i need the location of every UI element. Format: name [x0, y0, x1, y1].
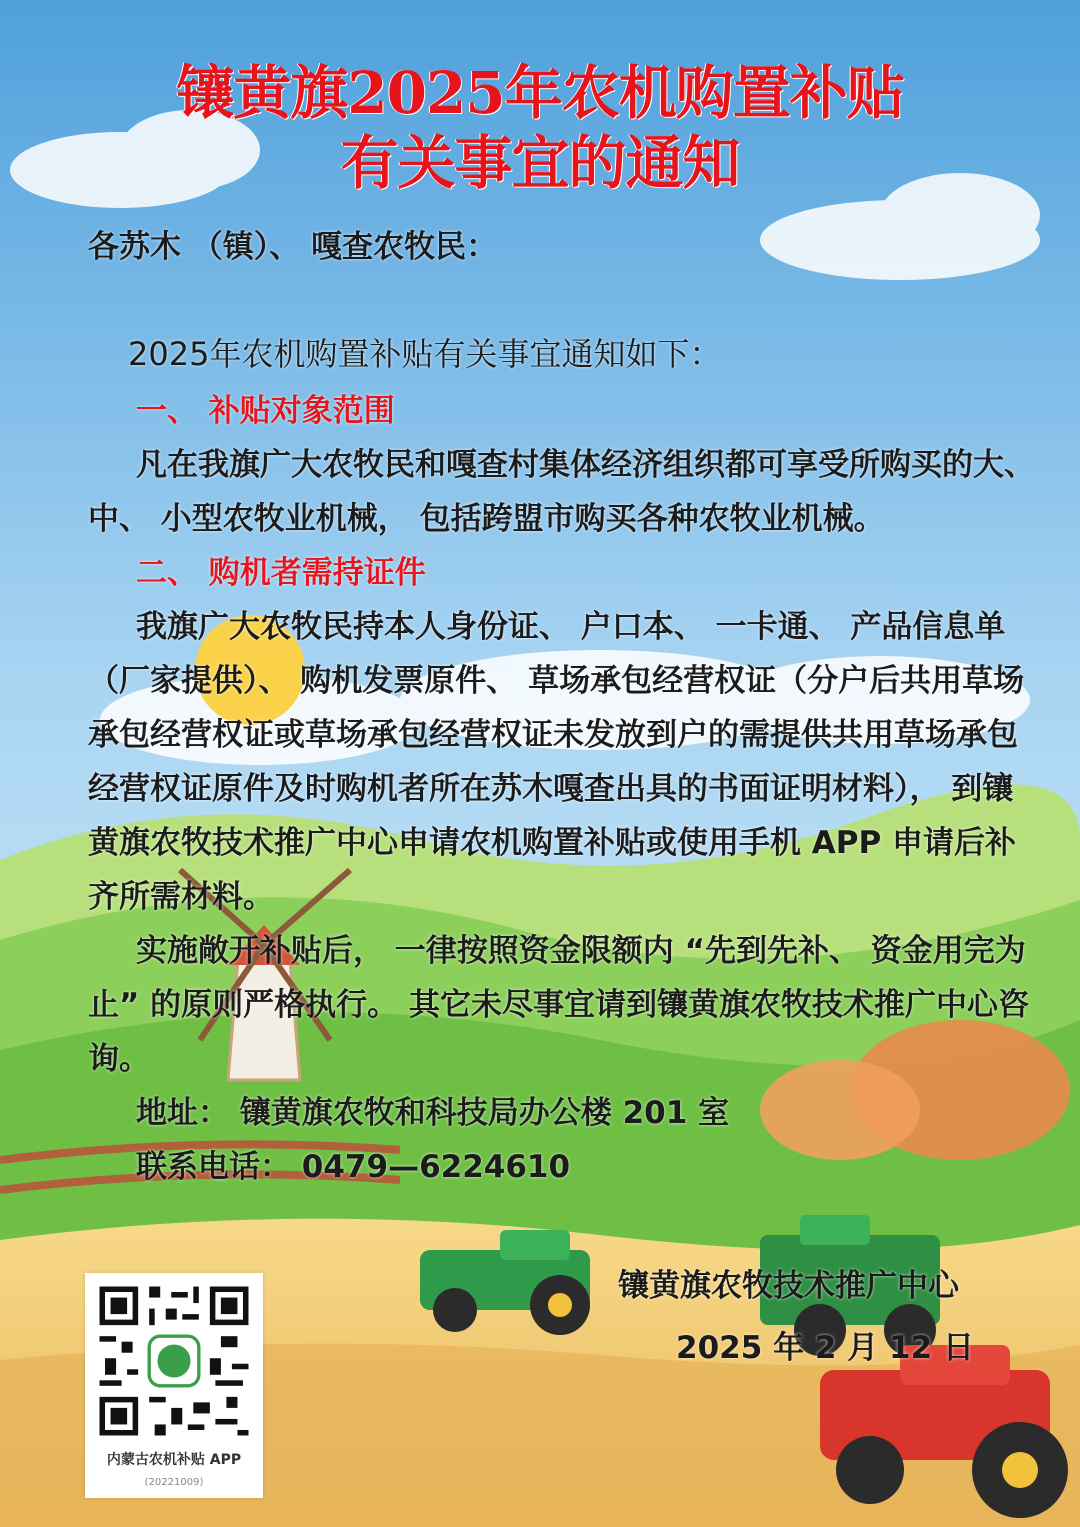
section-1-heading: 一、 补贴对象范围 [136, 393, 395, 429]
qr-card [85, 1273, 263, 1498]
phone-label: 联系电话： [136, 1149, 291, 1185]
qr-code-icon[interactable] [94, 1281, 254, 1441]
notice-title [0, 58, 1080, 198]
signature-block [618, 1255, 1038, 1379]
address-line [88, 1086, 1038, 1140]
title-line-1: 镶黄旗2025年农机购置补贴 [176, 59, 904, 127]
signature-date: 2025 年 2 月 12 日 [676, 1330, 974, 1366]
phone-value: 0479—6224610 [301, 1149, 571, 1185]
phone-line [88, 1140, 1038, 1194]
section-1-text: 凡在我旗广大农牧民和嘎查村集体经济组织都可享受所购买的大、 中、 小型农牧业机械， 包括跨盟市购买各种农牧业机械。 [88, 447, 1035, 537]
signature-org: 镶黄旗农牧技术推广中心 [618, 1268, 959, 1304]
address-value: 镶黄旗农牧和科技局办公楼 201 室 [239, 1095, 730, 1131]
closing-text: 实施敞开补贴后， 一律按照资金限额内 “先到先补、 资金用完为止” 的原则严格执行。 其它未尽事宜请到镶黄旗农牧技术推广中心咨询。 [88, 933, 1029, 1077]
intro-line: 2025年农机购置补贴有关事宜通知如下： [128, 335, 722, 373]
title-line-2: 有关事宜的通知 [340, 129, 740, 197]
section-2-heading: 二、 购机者需持证件 [136, 555, 426, 591]
qr-caption: 内蒙古农机补贴 APP [106, 1452, 242, 1468]
section-2-text: 我旗广大农牧民持本人身份证、 户口本、 一卡通、 产品信息单 （厂家提供）、 购机发票原件、 草场承包经营权证（分户后共用草场承包经营权证或草场承包经营权证未发放到户的需提供共用草场承包经营权证原件及时购机者所在苏木嘎查出具的书面证明材料）， 到镶黄旗农牧技术推广中心申请农机购置补贴或使用手机 APP 申请后补齐所需材料。 [88, 609, 1025, 915]
address-label: 地址： [136, 1095, 229, 1131]
notice-body [88, 384, 1038, 1194]
salutation: 各苏木 （镇）、 嘎查农牧民： [88, 229, 498, 265]
qr-code-label: (20221009) [144, 1477, 204, 1488]
